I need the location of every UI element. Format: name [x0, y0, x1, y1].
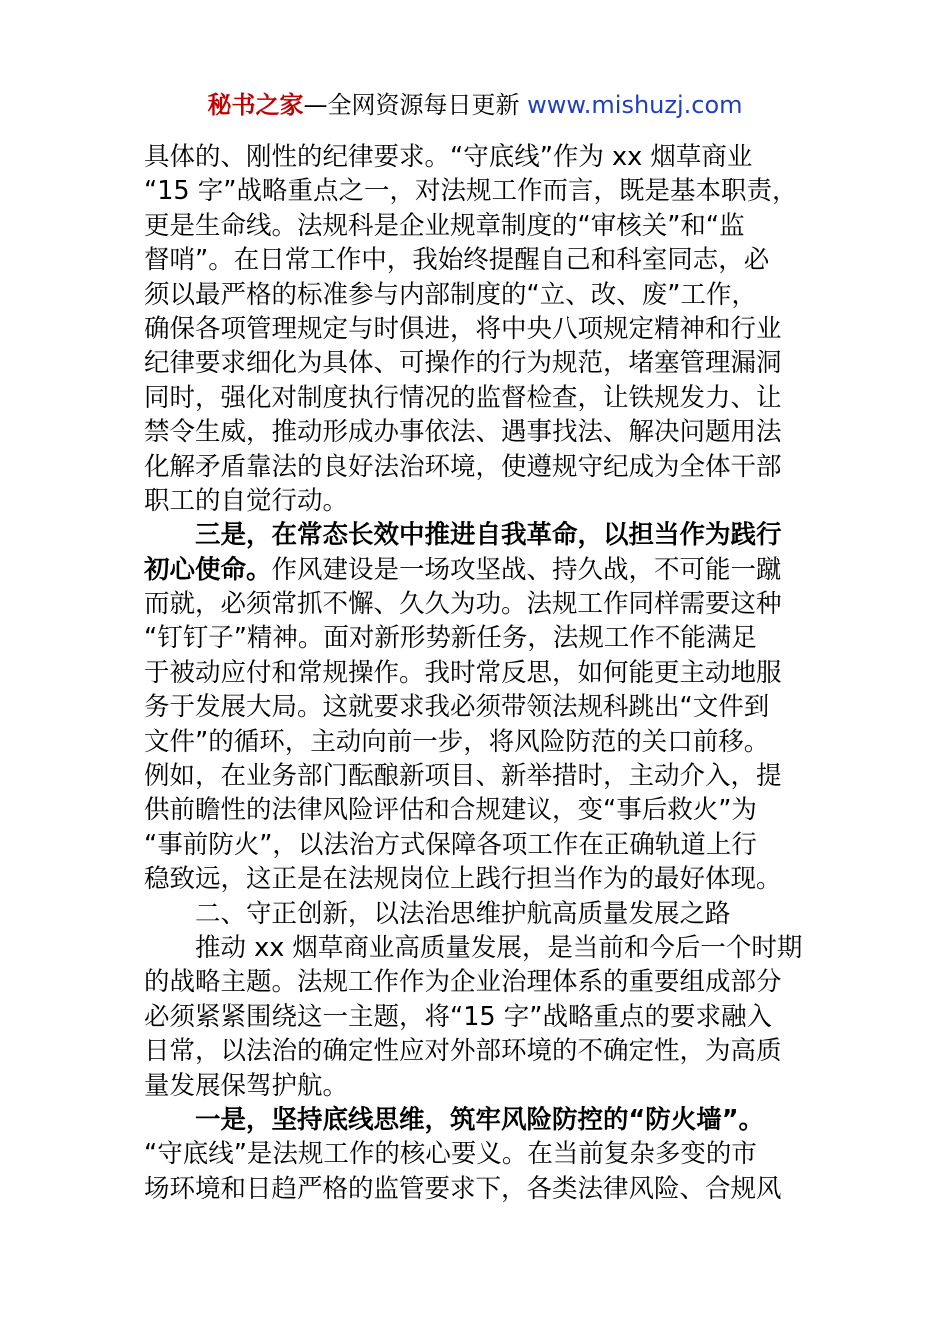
site-url-link[interactable]: www.mishuzj.com [527, 91, 743, 119]
body-text: 督哨”。在日常工作中，我始终提醒自己和科室同志，必 [144, 245, 770, 276]
body-text: 作风建设是一场攻坚战、持久战，不可能一蹴 [271, 554, 782, 585]
body-text: 必须紧紧围绕这一主题，将“15 字”战略重点的要求融入 [144, 1001, 772, 1032]
text-line [144, 450, 808, 484]
text-line [144, 484, 808, 518]
body-text: 例如，在业务部门酝酿新项目、新举措时，主动介入，提 [144, 761, 782, 792]
bold-heading-text: 一是，坚持底线思维，筑牢风险防控的“防火墙”。 [195, 1104, 765, 1135]
text-line [144, 518, 808, 552]
text-line [144, 1000, 808, 1034]
text-line [144, 725, 808, 759]
text-line [144, 381, 808, 415]
text-line [144, 862, 808, 896]
body-text: 纪律要求细化为具体、可操作的行为规范，堵塞管理漏洞 [144, 348, 782, 379]
text-line [144, 965, 808, 999]
body-text: 职工的自觉行动。 [144, 485, 349, 516]
header-tagline: —全网资源每日更新 [303, 91, 520, 119]
body-text: 同时，强化对制度执行情况的监督检查，让铁规发力、让 [144, 382, 782, 413]
text-line [144, 656, 808, 690]
body-text: “守底线”是法规工作的核心要义。在当前复杂多变的市 [144, 1139, 757, 1170]
body-text: 的战略主题。法规工作作为企业治理体系的重要组成部分 [144, 967, 782, 998]
text-line [144, 793, 808, 827]
body-text: 于被动应付和常规操作。我时常反思，如何能更主动地服 [144, 657, 782, 688]
body-text: 稳致远，这正是在法规岗位上践行担当作为的最好体现。 [144, 864, 782, 895]
bold-heading-text: 初心使命。 [144, 554, 272, 585]
document-body [144, 140, 808, 1206]
text-line [144, 587, 808, 621]
text-line [144, 209, 808, 243]
text-line [144, 931, 808, 965]
body-text: 确保各项管理规定与时俱进，将中央八项规定精神和行业 [144, 313, 782, 344]
text-line [144, 278, 808, 312]
body-text: 禁令生威，推动形成办事依法、遇事找法、解决问题用法 [144, 417, 782, 448]
brand-name: 秘书之家 [207, 91, 304, 119]
site-header [0, 88, 950, 122]
text-line [144, 1137, 808, 1171]
body-text: “15 字”战略重点之一，对法规工作而言，既是基本职责， [144, 176, 798, 207]
body-text: 化解矛盾靠法的良好法治环境，使遵规守纪成为全体干部 [144, 451, 782, 482]
body-text: 须以最严格的标准参与内部制度的“立、改、废”工作， [144, 279, 757, 310]
text-line [144, 174, 808, 208]
body-text: 具体的、刚性的纪律要求。“守底线”作为 xx 烟草商业 [144, 142, 753, 172]
bold-heading-text: 三是，在常态长效中推进自我革命，以担当作为践行 [195, 520, 782, 551]
body-text: 推动 xx 烟草商业高质量发展，是当前和今后一个时期 [195, 932, 803, 963]
body-text: 务于发展大局。这就要求我必须带领法规科跳出“文件到 [144, 692, 770, 723]
body-text: 而就，必须常抓不懈、久久为功。法规工作同样需要这种 [144, 589, 782, 620]
body-text: “事前防火”，以法治方式保障各项工作在正确轨道上行 [144, 829, 757, 860]
text-line [144, 312, 808, 346]
text-line [144, 243, 808, 277]
text-line [144, 621, 808, 655]
text-line [144, 140, 808, 174]
text-line [144, 1069, 808, 1103]
text-line [144, 897, 808, 931]
body-text: 二、守正创新，以法治思维护航高质量发展之路 [195, 898, 731, 929]
text-line [144, 415, 808, 449]
body-text: 日常，以法治的确定性应对外部环境的不确定性，为高质 [144, 1036, 782, 1067]
text-line [144, 828, 808, 862]
text-line [144, 553, 808, 587]
body-text: 量发展保驾护航。 [144, 1070, 349, 1101]
text-line [144, 759, 808, 793]
body-text: 场环境和日趋严格的监管要求下，各类法律风险、合规风 [144, 1173, 782, 1204]
text-line [144, 1103, 808, 1137]
body-text: 供前瞻性的法律风险评估和合规建议，变“事后救火”为 [144, 795, 757, 826]
text-line [144, 690, 808, 724]
body-text: “钉钉子”精神。面对新形势新任务，法规工作不能满足 [144, 623, 757, 654]
text-line [144, 1172, 808, 1206]
text-line [144, 346, 808, 380]
body-text: 更是生命线。法规科是企业规章制度的“审核关”和“监 [144, 210, 745, 241]
body-text: 文件”的循环，主动向前一步，将风险防范的关口前移。 [144, 726, 770, 757]
text-line [144, 1034, 808, 1068]
